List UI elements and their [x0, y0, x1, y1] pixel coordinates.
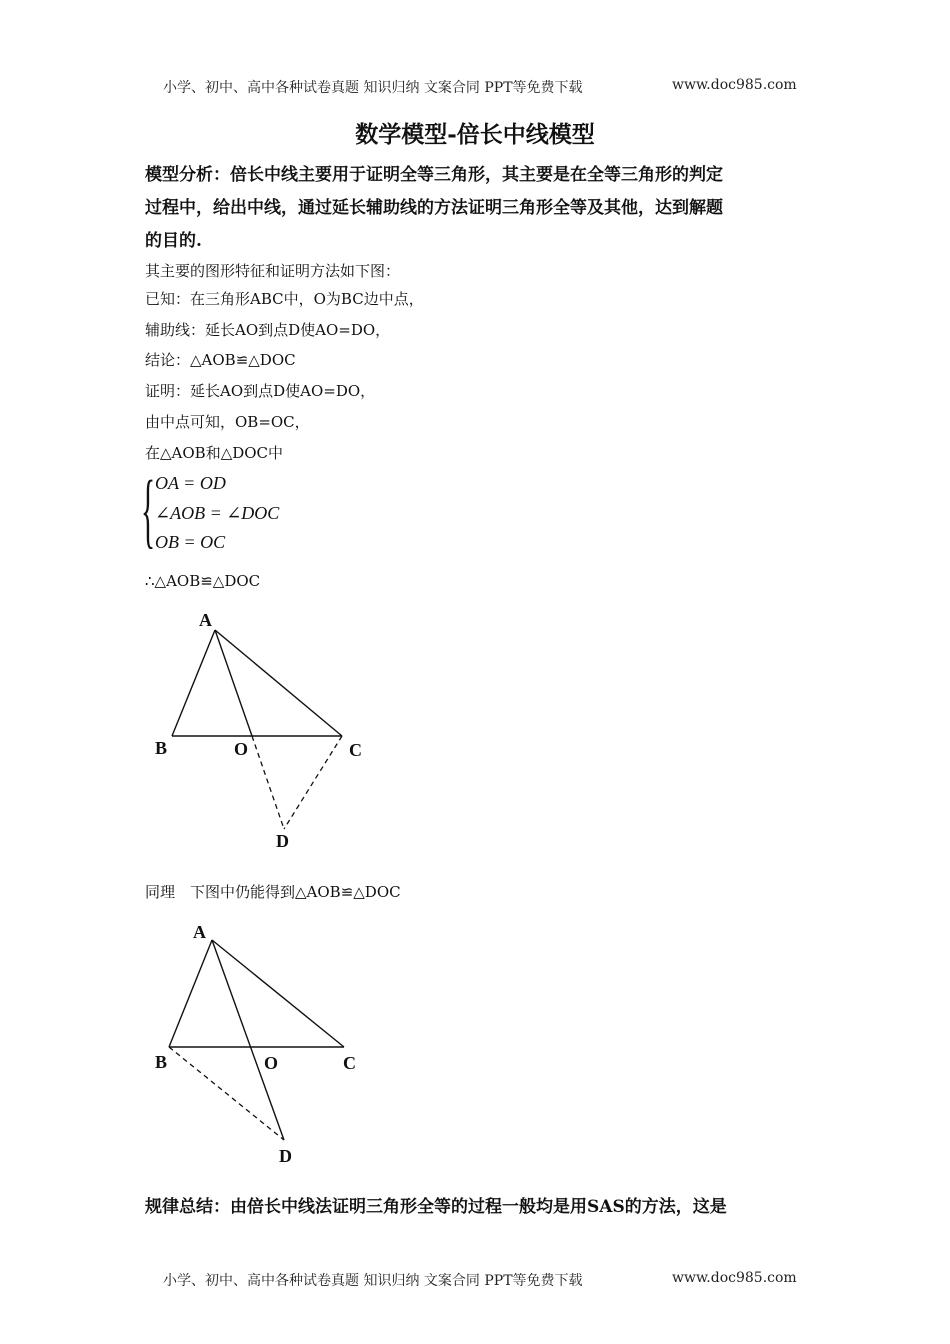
- body-line-5: 证明：延长AO到点D使AO=DO，: [145, 382, 376, 400]
- footer-left-text: 小学、初中、高中各种试卷真题 知识归纳 文案合同 PPT等免费下载: [163, 1273, 583, 1289]
- segment-ab: [172, 630, 215, 736]
- body-line-1: 其主要的图形特征和证明方法如下图：: [145, 262, 401, 280]
- body-line-7: 在△AOB和△DOC中: [145, 444, 284, 462]
- segment-cd-dashed: [284, 736, 342, 829]
- header-url: www.doc985.com: [672, 77, 797, 93]
- label-o: O: [264, 1053, 279, 1073]
- page-title: 数学模型-倍长中线模型: [355, 121, 595, 148]
- summary-line: 规律总结：由倍长中线法证明三角形全等的过程一般均是用SAS的方法，这是: [145, 1197, 727, 1217]
- similar-line: 同理 下图中仍能得到△AOB≌△DOC: [145, 883, 401, 901]
- label-a: A: [199, 610, 212, 630]
- system-brace: {: [141, 464, 156, 557]
- equation-3: OB = OC: [155, 532, 226, 552]
- label-c: C: [349, 740, 362, 760]
- equation-1: OA = OD: [155, 473, 226, 493]
- header-left-text: 小学、初中、高中各种试卷真题 知识归纳 文案合同 PPT等免费下载: [163, 80, 583, 96]
- label-d: D: [276, 831, 289, 851]
- analysis-line-2: 过程中，给出中线，通过延长辅助线的方法证明三角形全等及其他，达到解题: [145, 198, 723, 218]
- figure-2: [140, 918, 380, 1173]
- segment-od-dashed: [252, 736, 284, 829]
- equation-2: ∠AOB = ∠DOC: [155, 503, 280, 523]
- figure-1: [140, 605, 380, 860]
- body-line-6: 由中点可知，OB=OC，: [145, 413, 310, 431]
- label-a: A: [193, 922, 206, 942]
- body-line-2: 已知：在三角形ABC中，O为BC边中点，: [145, 290, 424, 308]
- body-line-4: 结论：△AOB≌△DOC: [145, 351, 296, 369]
- segment-ab: [169, 940, 212, 1047]
- label-c: C: [343, 1053, 356, 1073]
- body-line-3: 辅助线：延长AO到点D使AO=DO，: [145, 321, 391, 339]
- therefore-line: ∴△AOB≌△DOC: [145, 572, 261, 590]
- label-d: D: [279, 1146, 292, 1166]
- footer-url: www.doc985.com: [672, 1270, 797, 1286]
- analysis-line-1: 模型分析：倍长中线主要用于证明全等三角形，其主要是在全等三角形的判定: [145, 165, 723, 185]
- analysis-line-3: 的目的.: [145, 231, 202, 251]
- label-b: B: [155, 1052, 168, 1072]
- label-b: B: [155, 738, 168, 758]
- label-o: O: [234, 739, 249, 759]
